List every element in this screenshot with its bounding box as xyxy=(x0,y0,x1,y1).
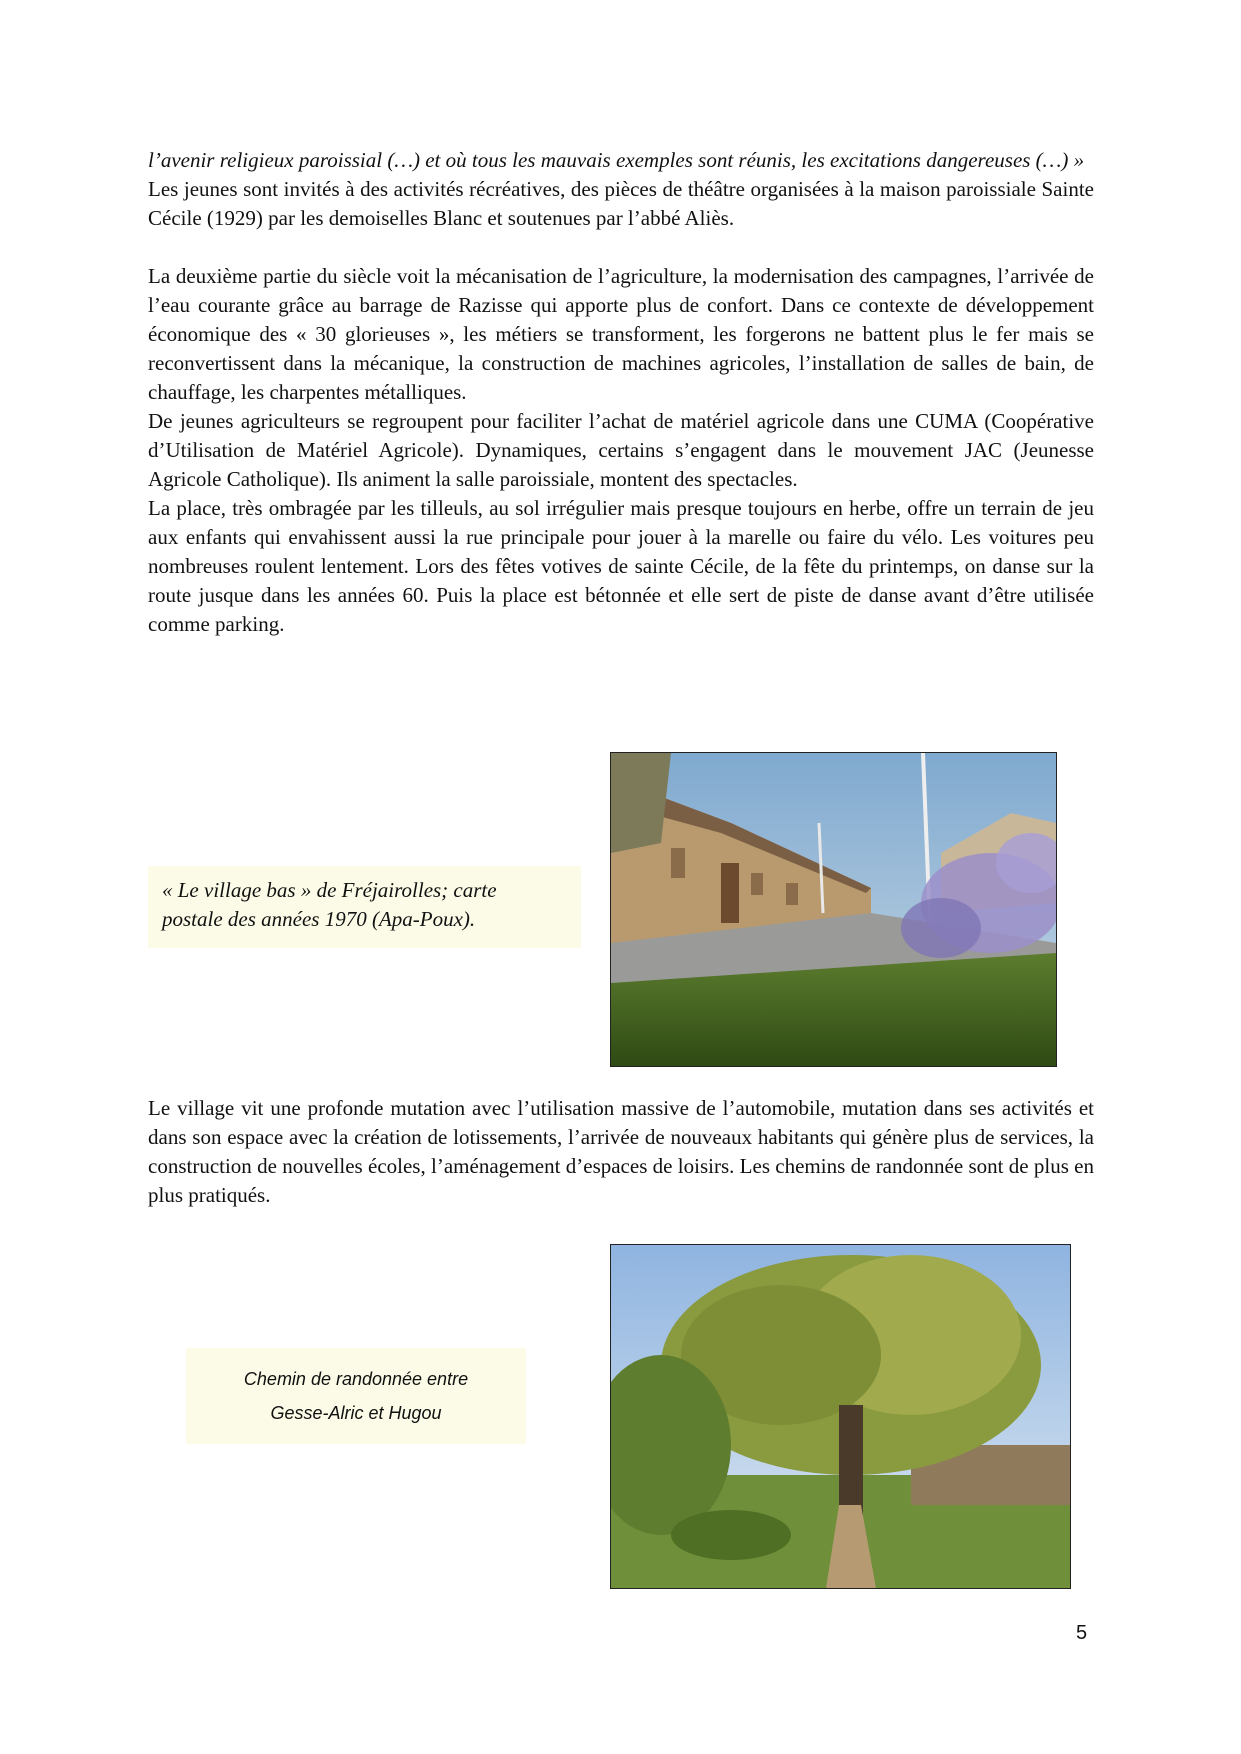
caption-village-line1: « Le village bas » de Fréjairolles; carte xyxy=(162,878,497,902)
hiking-path-photo xyxy=(610,1244,1071,1589)
paragraph-cuma: De jeunes agriculteurs se regroupent pour faciliter l’achat de matériel agricole dans une CUMA (Coopérative d’Utilisation de Matériel Agricole). Dynamiques, certains s’engagent dans le mouvement JAC (Jeunesse Agricole Catholique). Ils animent la salle paroissiale, montent des spectacles. xyxy=(148,409,1094,491)
quote-continuation: l’avenir religieux paroissial (…) et où tous les mauvais exemples sont réunis, les excitations dangereuses (…) » xyxy=(148,148,1085,172)
top-text-block xyxy=(148,146,1094,639)
caption-chemin xyxy=(186,1348,526,1444)
caption-village-line2: postale des années 1970 (Apa-Poux). xyxy=(162,907,476,931)
village-postcard-photo xyxy=(610,752,1057,1067)
caption-chemin-line1: Chemin de randonnée entre xyxy=(243,1369,469,1389)
paragraph-place: La place, très ombragée par les tilleuls, au sol irrégulier mais presque toujours en herbe, offre un terrain de jeu aux enfants qui envahissent aussi la rue principale pour jouer à la marelle ou faire du vélo. Les voitures peu nombreuses roulent lentement. Lors des fêtes votives de sainte Cécile, de la fête du printemps, on danse sur la route jusque dans les années 60. Puis la place est bétonnée et elle sert de piste de danse avant d’être utilisée comme parking. xyxy=(148,496,1094,636)
middle-text-block xyxy=(148,1094,1094,1210)
caption-chemin-line2: Gesse-Alric et Hugou xyxy=(270,1403,442,1423)
page-number: 5 xyxy=(1076,1622,1088,1644)
paragraph-mecanisation: La deuxième partie du siècle voit la mécanisation de l’agriculture, la modernisation des campagnes, l’arrivée de l’eau courante grâce au barrage de Razisse qui apporte plus de confort. Dans ce contexte de développement économique des « 30 glorieuses », les métiers se transforment, les forgerons ne battent plus le fer mais se reconvertissent dans la mécanique, la construction de machines agricoles, l’installation de salles de bain, de chauffage, les charpentes métalliques. xyxy=(148,264,1094,404)
paragraph-mutation: Le village vit une profonde mutation avec l’utilisation massive de l’automobile, mutation dans ses activités et dans son espace avec la création de lotissements, l’arrivée de nouveaux habitants qui génère plus de services, la construction de nouvelles écoles, l’aménagement d’espaces de loisirs. Les chemins de randonnée sont de plus en plus pratiqués. xyxy=(148,1096,1094,1207)
caption-village-bas xyxy=(148,866,581,948)
paragraph-jeunes: Les jeunes sont invités à des activités récréatives, des pièces de théâtre organisées à la maison paroissiale Sainte Cécile (1929) par les demoiselles Blanc et soutenues par l’abbé Aliès. xyxy=(148,177,1094,230)
